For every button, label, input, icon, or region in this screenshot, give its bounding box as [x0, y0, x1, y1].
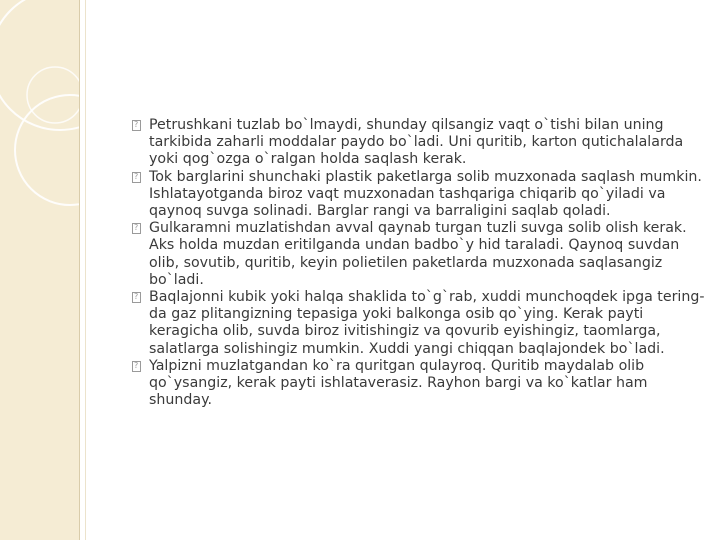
bullet-item-baqlajon	[132, 289, 710, 358]
decorative-rings	[0, 0, 79, 540]
band-divider-secondary	[85, 0, 86, 540]
bullet-marker-icon	[132, 120, 141, 131]
band-divider	[79, 0, 80, 540]
bullet-marker-icon	[132, 292, 141, 303]
bullet-list	[132, 117, 710, 409]
bullet-text: Gulkaramni muzlatishdan avval qaynab turgan tuzli suvga solib olish kerak. Aks holda muzdan eritilganda undan badbo`y hid taraladi. Qaynoq suvdan olib, sovutib, quritib, keyin polietilen paketlarda muzxonada saqlasangiz bo`ladi.	[149, 220, 687, 288]
bullet-marker-icon	[132, 172, 141, 183]
decorative-side-band	[0, 0, 79, 540]
slide-content	[132, 117, 710, 409]
bullet-marker-icon	[132, 223, 141, 234]
bullet-text: Tok barglarini shunchaki plastik paketlarga solib muzxonada saqlash mumkin. Ishlatayotganda biroz vaqt muzxonadan tashqariga chiqarib qo`yiladi va qaynoq suvga solinadi. Barglar rangi va barraligini saqlab qoladi.	[149, 168, 702, 220]
bullet-item-petrushka	[132, 117, 710, 169]
bullet-text: Yalpizni muzlatgandan ko`ra quritgan qulayroq. Quritib maydalab olib qo`ysangiz, kerak payti ishlataverasiz. Rayhon bargi va ko`katlar ham shunday.	[149, 357, 648, 409]
bullet-text: Petrushkani tuzlab bo`lmaydi, shunday qilsangiz vaqt o`tishi bilan uning tarkibida zaharli moddalar paydo bo`ladi. Uni quritib, karton qutichalalarda yoki qog`ozga o`ralgan holda saqlash kerak.	[149, 117, 684, 168]
bullet-item-tok-barglari	[132, 169, 710, 221]
bullet-item-yalpiz	[132, 358, 710, 410]
bullet-text: Baqlajonni kubik yoki halqa shaklida to`g`rab, xuddi munchoqdek ipga tering-da gaz plitangizning tepasiga yoki balkonga osib qo`ying. Kerak payti keragicha olib, suvda biroz ivitishingiz va qovurib eyishingiz, taomlarga, salatlarga solishingiz mumkin. Xuddi yangi chiqqan baqlajondek bo`ladi.	[149, 289, 705, 357]
bullet-item-gulkaram	[132, 220, 710, 289]
bullet-marker-icon	[132, 361, 141, 372]
